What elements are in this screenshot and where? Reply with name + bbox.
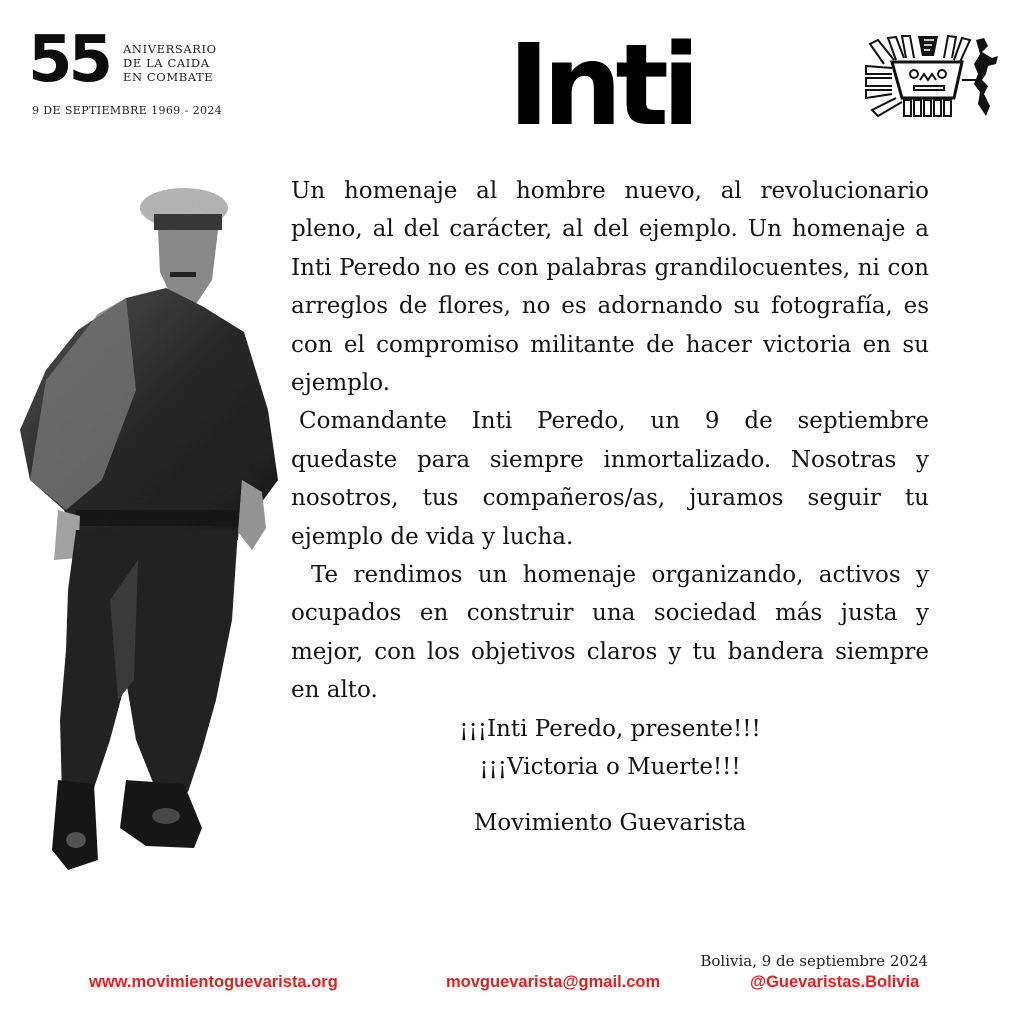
tribute-paragraph-2: Comandante Inti Peredo, un 9 de septiembre quedaste para siempre inmortalizado. Nosotras y nosotros, tus compañeros/as, juramos seguir tu ejemplo de vida y lucha. [291,408,929,550]
tribute-text [291,172,929,842]
anniversary-number: 55 [28,23,110,97]
email-link[interactable]: movguevarista@gmail.com [446,973,661,991]
anniversary-badge [28,23,268,124]
footer-contacts [0,973,1024,999]
page-title: Inti [508,21,694,151]
slogan-victoria: ¡¡¡Victoria o Muerte!!! [479,753,741,780]
anniversary-date-range: 9 DE SEPTIEMBRE 1969 - 2024 [32,104,223,117]
tiwanaku-emblem-icon [862,34,1002,120]
social-handle-link[interactable]: @Guevaristas.Bolivia [750,973,920,991]
tribute-paragraph-1: Un homenaje al hombre nuevo, al revolucionario pleno, al del carácter, al del ejemplo. Un homenaje a Inti Peredo no es con palabras grandilocuentes, ni con arreglos de flores, no es adornando su fotografía, es con el compromiso militante de hacer victoria en su ejemplo. [291,178,929,397]
place-date: Bolivia, 9 de septiembre 2024 [700,952,928,970]
tribute-paragraph-3: Te rendimos un homenaje organizando, activos y ocupados en construir una sociedad más justa y mejor, con los objetivos claros y tu bandera siempre en alto. [291,562,929,704]
anniversary-line: DE LA CAIDA [123,56,210,70]
anniversary-caption [123,42,217,84]
anniversary-line: ANIVERSARIO [123,42,217,56]
guerrilla-portrait-photo [6,180,286,890]
website-link[interactable]: www.movimientoguevarista.org [89,973,338,991]
signature: Movimiento Guevarista [473,809,747,836]
anniversary-line: EN COMBATE [123,70,214,84]
slogan-presente: ¡¡¡Inti Peredo, presente!!! [459,715,761,742]
